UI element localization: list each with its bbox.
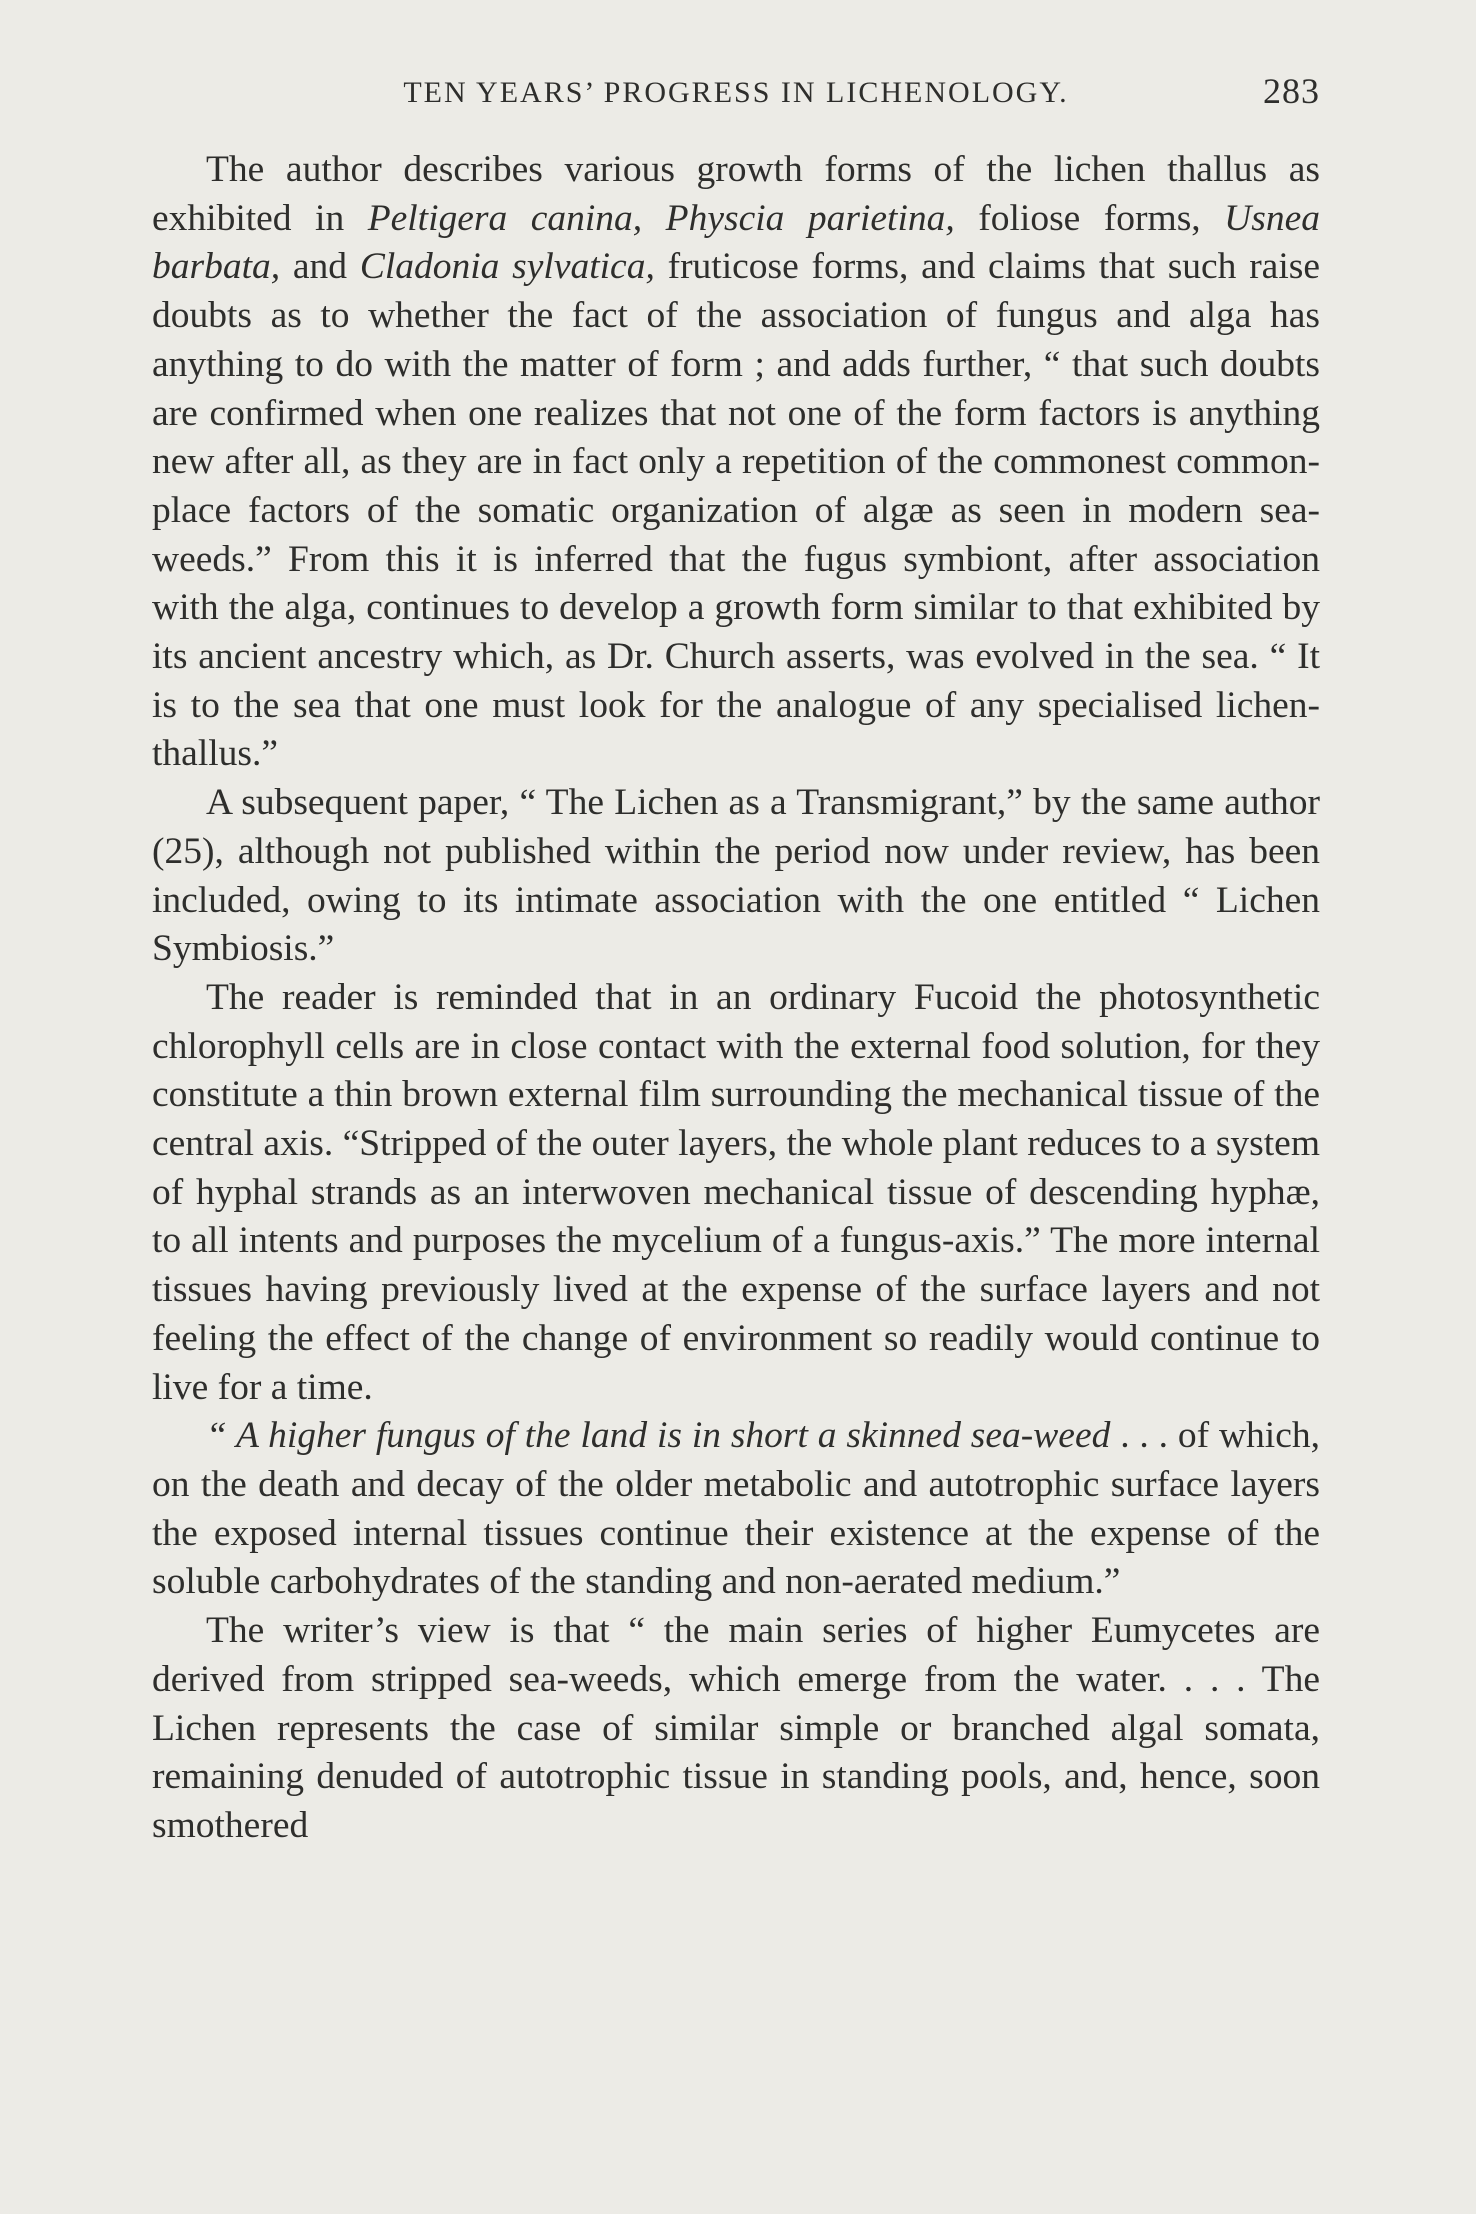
paragraph-1-text-b: foliose forms,	[954, 197, 1225, 239]
running-title: TEN YEARS’ PROGRESS IN LICHENOLOGY.	[403, 76, 1069, 109]
species-name-usnea: Usnea barbata,	[152, 197, 1320, 288]
paragraph-4-text: . . . of which, on the death and decay of the older metabolic and autotrophic surface layers the exposed internal tissues continue their existence at the expense of the soluble carbohydrates of the standing and non-aerated medium.”	[152, 1415, 1320, 1603]
paragraph-5: The writer’s view is that “ the main series of higher Eumycetes are derived from stripped sea-weeds, which emerge from the water. . . . The Lichen represents the case of similar simple or branched algal somata, remaining denuded of autotrophic tissue in standing pools, and, hence, soon smothered	[152, 1610, 1320, 1846]
paragraph-3: The reader is reminded that in an ordinary Fucoid the photosynthetic chlorophyll cells are in close contact with the external food solution, for they constitute a thin brown external film surrounding the mechanical tissue of the central axis. “Stripped of the outer layers, the whole plant reduces to a system of hyphal strands as an interwoven mechanical tissue of descending hyphæ, to all intents and purposes the mycelium of a fungus-axis.” The more internal tissues having previously lived at the expense of the surface layers and not feeling the effect of the change of environment so readily would continue to live for a time.	[152, 976, 1320, 1408]
body-text	[152, 146, 1320, 1851]
paragraph-1-text-c: and	[280, 246, 360, 288]
paragraph-2: A subsequent paper, “ The Lichen as a Transmigrant,” by the same author (25), although not published within the period now under review, has been included, owing to its intimate association with the one entitled “ Lichen Symbiosis.”	[152, 782, 1320, 970]
species-names-foliose: Peltigera canina, Physcia parietina,	[367, 197, 955, 239]
paragraph-1-text-a: The author describes various growth forms of the lichen thallus as exhibited in	[152, 149, 1320, 239]
page-header	[152, 70, 1320, 120]
italic-quote: “ A higher fungus of the land is in short a skinned sea-weed	[206, 1415, 1111, 1457]
paragraph-1-text-d: fruticose forms, and claims that such raise doubts as to whether the fact of the association of fungus and alga has anything to do with the matter of form ; and adds further, “ that such doubts are confirmed when one realizes that not one of the form factors is anything new after all, as they are in fact only a repetition of the commonest common-place factors of the somatic organization of algæ as seen in modern sea-weeds.” From this it is inferred that the fugus symbiont, after association with the alga, continues to develop a growth form similar to that exhibited by its ancient ancestry which, as Dr. Church asserts, was evolved in the sea. “ It is to the sea that one must look for the analogue of any specialised lichen-thallus.”	[152, 246, 1320, 775]
paragraph-4	[152, 1412, 1320, 1607]
species-name-cladonia: Cladonia sylvatica,	[359, 246, 655, 288]
paragraph-1	[152, 146, 1320, 779]
page-number: 283	[1263, 71, 1320, 111]
